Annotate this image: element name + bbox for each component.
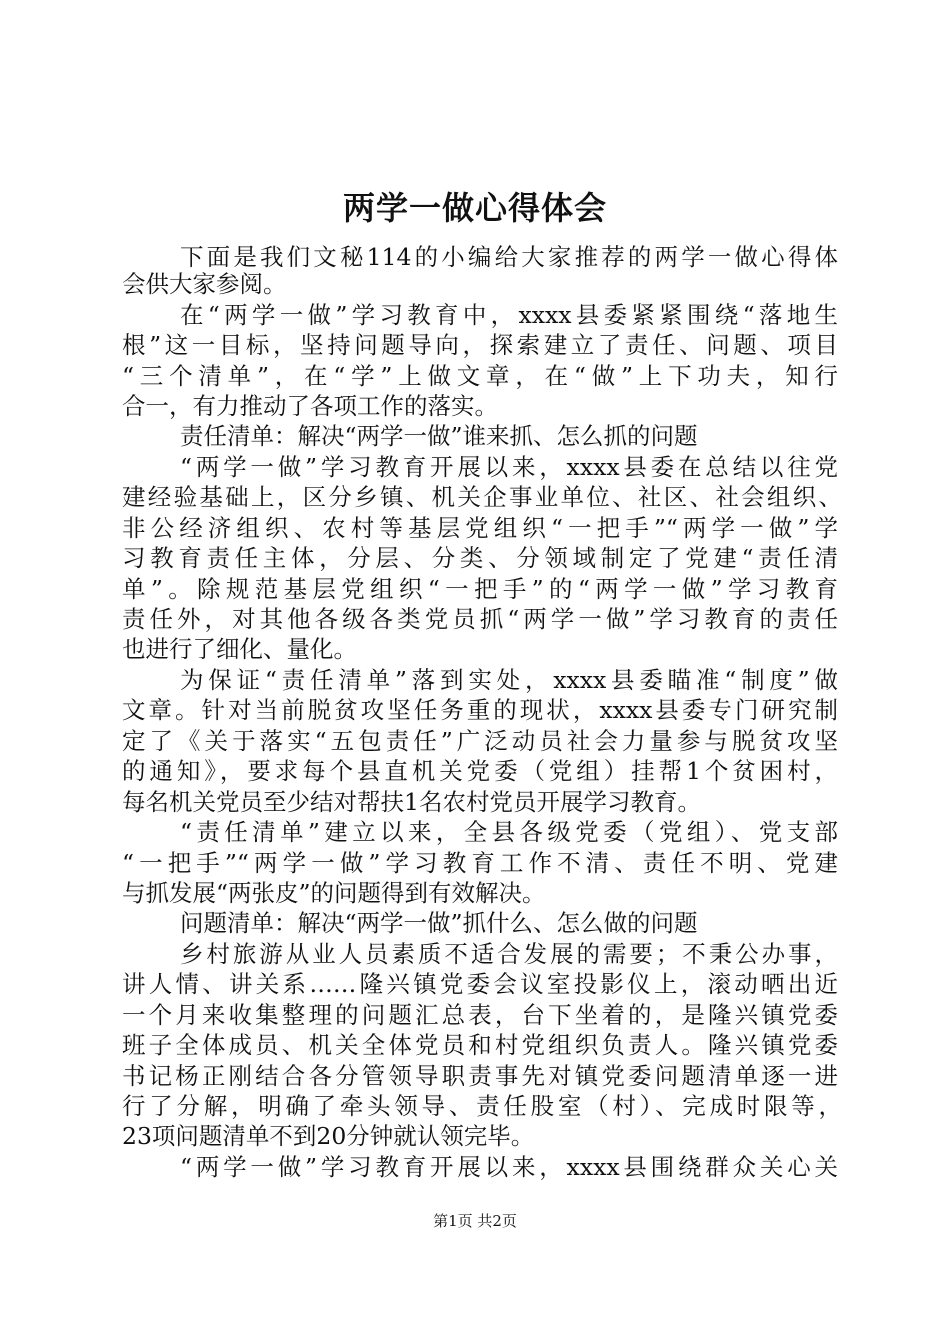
paragraph-line: 也进行了细化、量化。	[122, 635, 357, 663]
paragraph-line: 讲人情、讲关系……隆兴镇党委会议室投影仪上，滚动晒出近	[122, 970, 838, 998]
paragraph-line: 定了《关于落实“五包责任”广泛动员社会力量参与脱贫攻坚	[122, 727, 838, 755]
paragraph-line: 责任外，对其他各级各类党员抓“两学一做”学习教育的责任	[122, 605, 838, 633]
page-number-footer: 第1页 共2页	[433, 1212, 517, 1230]
section-heading: 问题清单：解决“两学一做”抓什么、怎么做的问题	[180, 909, 698, 937]
paragraph-line: “三个清单”，在“学”上做文章，在“做”上下功夫，知行	[122, 362, 838, 390]
paragraph-line: 在“两学一做”学习教育中，xxxx县委紧紧围绕“落地生	[180, 301, 838, 329]
paragraph-line: 习教育责任主体，分层、分类、分领域制定了党建“责任清	[122, 544, 838, 572]
paragraph-line: 行了分解，明确了牵头领导、责任股室（村）、完成时限等，	[122, 1092, 842, 1120]
section-heading: 责任清单：解决“两学一做”谁来抓、怎么抓的问题	[180, 422, 698, 450]
paragraph-line: “两学一做”学习教育开展以来，xxxx县围绕群众关心关	[180, 1153, 838, 1181]
paragraph-line: 合一，有力推动了各项工作的落实。	[122, 392, 498, 420]
paragraph-line: “责任清单”建立以来，全县各级党委（党组）、党支部	[180, 818, 838, 846]
paragraph-line: 书记杨正刚结合各分管领导职责事先对镇党委问题清单逐一进	[122, 1062, 838, 1090]
paragraph-line: 下面是我们文秘114的小编给大家推荐的两学一做心得体	[180, 243, 838, 271]
paragraph-line: 每名机关党员至少结对帮扶1名农村党员开展学习教育。	[122, 788, 701, 816]
paragraph-line: 乡村旅游从业人员素质不适合发展的需要；不秉公办事，	[180, 940, 838, 968]
paragraph-line: 单”。除规范基层党组织“一把手”的“两学一做”学习教育	[122, 575, 838, 603]
paragraph-line: 23项问题清单不到20分钟就认领完毕。	[122, 1122, 535, 1150]
paragraph-line: 一个月来收集整理的问题汇总表，台下坐着的，是隆兴镇党委	[122, 1001, 838, 1029]
page-title: 两学一做心得体会	[342, 189, 607, 227]
paragraph-line: “两学一做”学习教育开展以来，xxxx县委在总结以往党	[180, 453, 838, 481]
paragraph-line: 为保证“责任清单”落到实处，xxxx县委瞄准“制度”做	[180, 666, 838, 694]
paragraph-line: 非公经济组织、农村等基层党组织“一把手”“两学一做”学	[122, 514, 838, 542]
paragraph-line: 与抓发展“两张皮”的问题得到有效解决。	[122, 879, 546, 907]
paragraph-line: 文章。针对当前脱贫攻坚任务重的现状，xxxx县委专门研究制	[122, 696, 838, 724]
paragraph-line: 会供大家参阅。	[122, 270, 287, 298]
paragraph-line: “一把手”“两学一做”学习教育工作不清、责任不明、党建	[122, 849, 838, 877]
paragraph-line: 根”这一目标，坚持问题导向，探索建立了责任、问题、项目	[122, 331, 838, 359]
paragraph-line: 建经验基础上，区分乡镇、机关企事业单位、社区、社会组织、	[122, 483, 842, 511]
paragraph-line: 班子全体成员、机关全体党员和村党组织负责人。隆兴镇党委	[122, 1031, 838, 1059]
paragraph-line: 的通知》，要求每个县直机关党委（党组）挂帮1个贫困村，	[122, 757, 838, 785]
